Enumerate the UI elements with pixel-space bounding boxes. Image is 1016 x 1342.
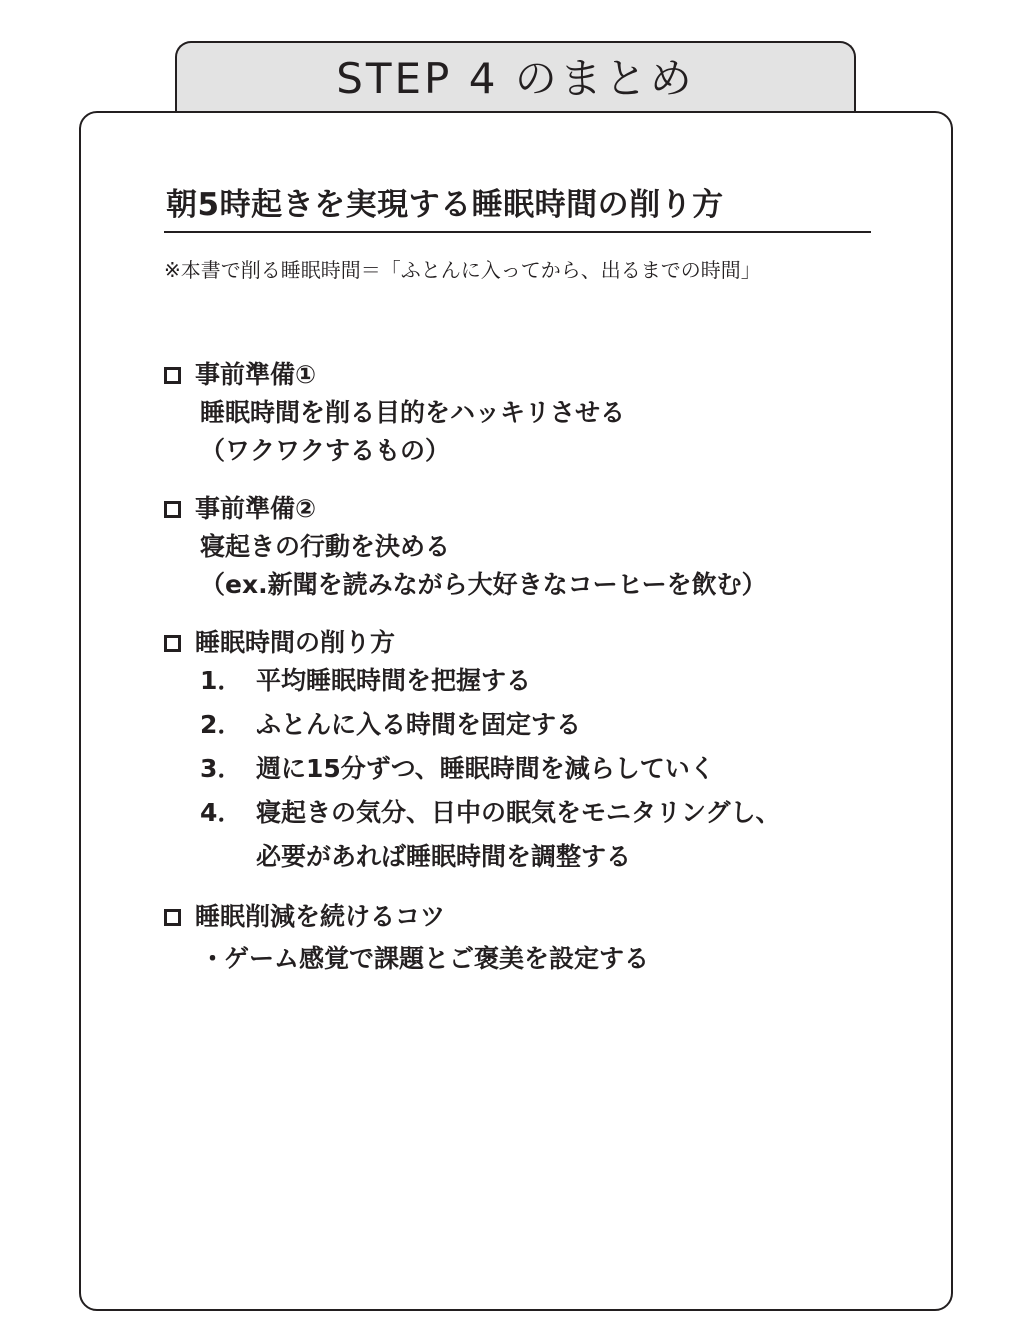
numbered-step <box>200 662 781 706</box>
checkbox-icon <box>164 635 181 652</box>
summary-card <box>79 111 953 1311</box>
numbered-step <box>200 706 781 750</box>
step-text: ふとんに入る時間を固定する <box>256 710 582 739</box>
step-text-continuation: 必要があれば睡眠時間を調整する <box>256 842 632 871</box>
checklist-item-preparation-2 <box>164 490 767 604</box>
step-text: 寝起きの気分、日中の眠気をモニタリングし、 <box>256 798 781 827</box>
heading-underline <box>164 231 871 233</box>
bullet-item <box>200 940 649 978</box>
checklist-item-preparation-1 <box>164 356 625 470</box>
numbered-step <box>200 750 781 794</box>
step-text: 週に15分ずつ、睡眠時間を減らしていく <box>256 754 715 783</box>
item-title: 睡眠削減を続けるコツ <box>195 902 446 931</box>
checkbox-icon <box>164 909 181 926</box>
item-line: 寝起きの行動を決める <box>200 532 451 561</box>
summary-tab <box>175 41 856 119</box>
checklist-item-tips <box>164 898 649 978</box>
item-title: 事前準備① <box>195 360 317 389</box>
tab-title: STEP 4 のまとめ <box>336 54 695 103</box>
step-number: 4． <box>200 798 243 827</box>
step-number: 1． <box>200 666 243 695</box>
item-line: （ex.新聞を読みながら大好きなコーヒーを飲む） <box>200 570 767 599</box>
definition-note: ※本書で削る睡眠時間＝「ふとんに入ってから、出るまでの時間」 <box>164 258 761 282</box>
item-line: 睡眠時間を削る目的をハッキリさせる <box>200 398 626 427</box>
section-heading: 朝5時起きを実現する睡眠時間の削り方 <box>166 187 724 223</box>
item-title: 事前準備② <box>195 494 317 523</box>
bullet-text: ゲーム感覚で課題とご褒美を設定する <box>224 944 650 973</box>
bullet-icon: ・ <box>200 944 226 973</box>
numbered-step <box>200 794 781 838</box>
checkbox-icon <box>164 501 181 518</box>
item-line: （ワクワクするもの） <box>200 436 451 465</box>
step-number: 2． <box>200 710 243 739</box>
checkbox-icon <box>164 367 181 384</box>
step-number: 3． <box>200 754 243 783</box>
checklist-item-how-to-cut-sleep <box>164 624 781 882</box>
step-text: 平均睡眠時間を把握する <box>256 666 532 695</box>
item-title: 睡眠時間の削り方 <box>195 628 396 657</box>
